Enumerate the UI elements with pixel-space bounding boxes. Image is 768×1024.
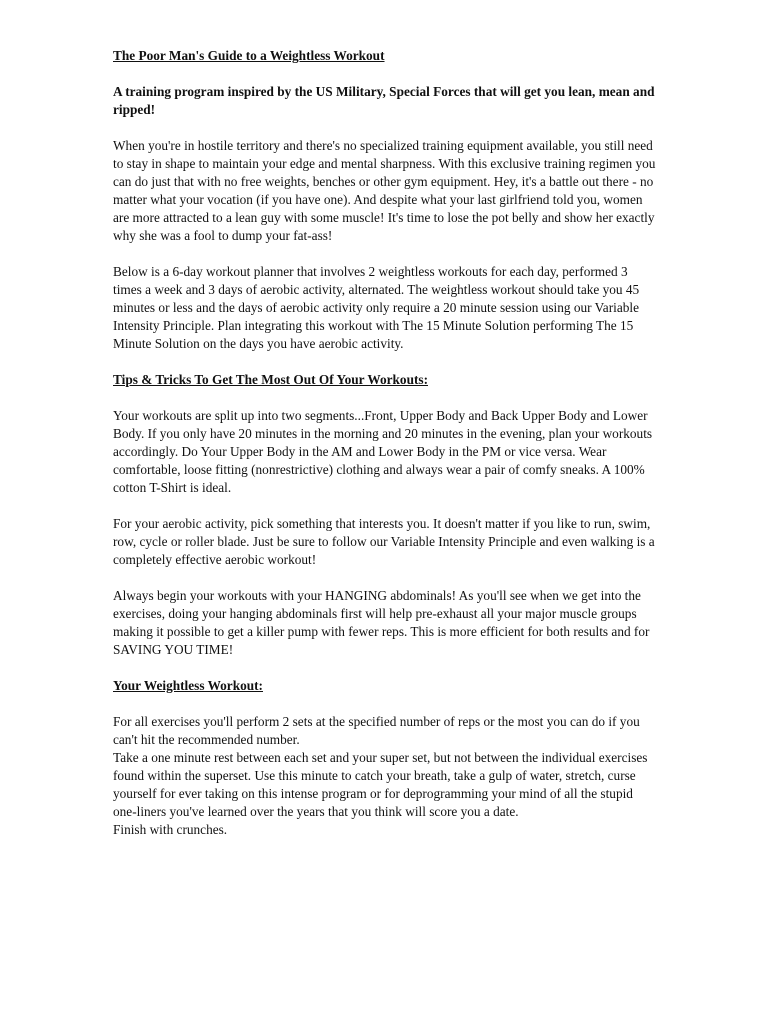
tips-paragraph: For your aerobic activity, pick something that interests you. It doesn't matter if you like to run, swim, row, cycle or roller blade. Just be sure to follow our Variable Intensity Principle and even walking is a completely effective aerobic workout! xyxy=(113,516,655,567)
document-subtitle: A training program inspired by the US Military, Special Forces that will get you lean, mean and ripped! xyxy=(113,84,655,117)
workout-instruction-line: Take a one minute rest between each set and your super set, but not between the individual exercises found within the superset. Use this minute to catch your breath, take a gulp of water, stretch, curse yourself for ever taking on this intense program or for deprogramming your mind of all the stupid one-liners you've learned over the years that you think will score you a date. xyxy=(113,750,648,819)
workout-instruction-line: For all exercises you'll perform 2 sets at the specified number of reps or the most you can do if you can't hit the recommended number. xyxy=(113,714,640,747)
tips-heading: Tips & Tricks To Get The Most Out Of Your Workouts: xyxy=(113,372,428,387)
workout-heading: Your Weightless Workout: xyxy=(113,678,263,693)
intro-paragraph: When you're in hostile territory and there's no specialized training equipment available, you still need to stay in shape to maintain your edge and mental sharpness. With this exclusive training regimen you can do just that with no free weights, benches or other gym equipment. Hey, it's a battle out there - no matter what your vocation (if you have one). And despite what your last girlfriend told you, women are more attracted to a lean guy with some muscle! It's time to lose the pot belly and show her exactly why she was a fool to dump your fat-ass! xyxy=(113,138,656,243)
document-page xyxy=(113,47,658,839)
intro-paragraph: Below is a 6-day workout planner that involves 2 weightless workouts for each day, performed 3 times a week and 3 days of aerobic activity, alternated. The weightless workout should take you 45 minutes or less and the days of aerobic activity only require a 20 minute session using our Variable Intensity Principle. Plan integrating this workout with The 15 Minute Solution performing The 15 Minute Solution on the days you have aerobic activity. xyxy=(113,264,640,351)
workout-instructions xyxy=(113,713,658,839)
document-title: The Poor Man's Guide to a Weightless Workout xyxy=(113,48,385,63)
tips-paragraph: Always begin your workouts with your HANGING abdominals! As you'll see when we get into the exercises, doing your hanging abdominals first will help pre-exhaust all your major muscle groups making it possible to get a killer pump with fewer reps. This is more efficient for both results and for SAVING YOU TIME! xyxy=(113,588,650,657)
tips-paragraph: Your workouts are split up into two segments...Front, Upper Body and Back Upper Body and Lower Body. If you only have 20 minutes in the morning and 20 minutes in the evening, plan your workouts accordingly. Do Your Upper Body in the AM and Lower Body in the PM or vice versa. Wear comfortable, loose fitting (nonrestrictive) clothing and always wear a pair of comfy sneaks. A 100% cotton T-Shirt is ideal. xyxy=(113,408,653,495)
workout-instruction-line: Finish with crunches. xyxy=(113,822,228,837)
